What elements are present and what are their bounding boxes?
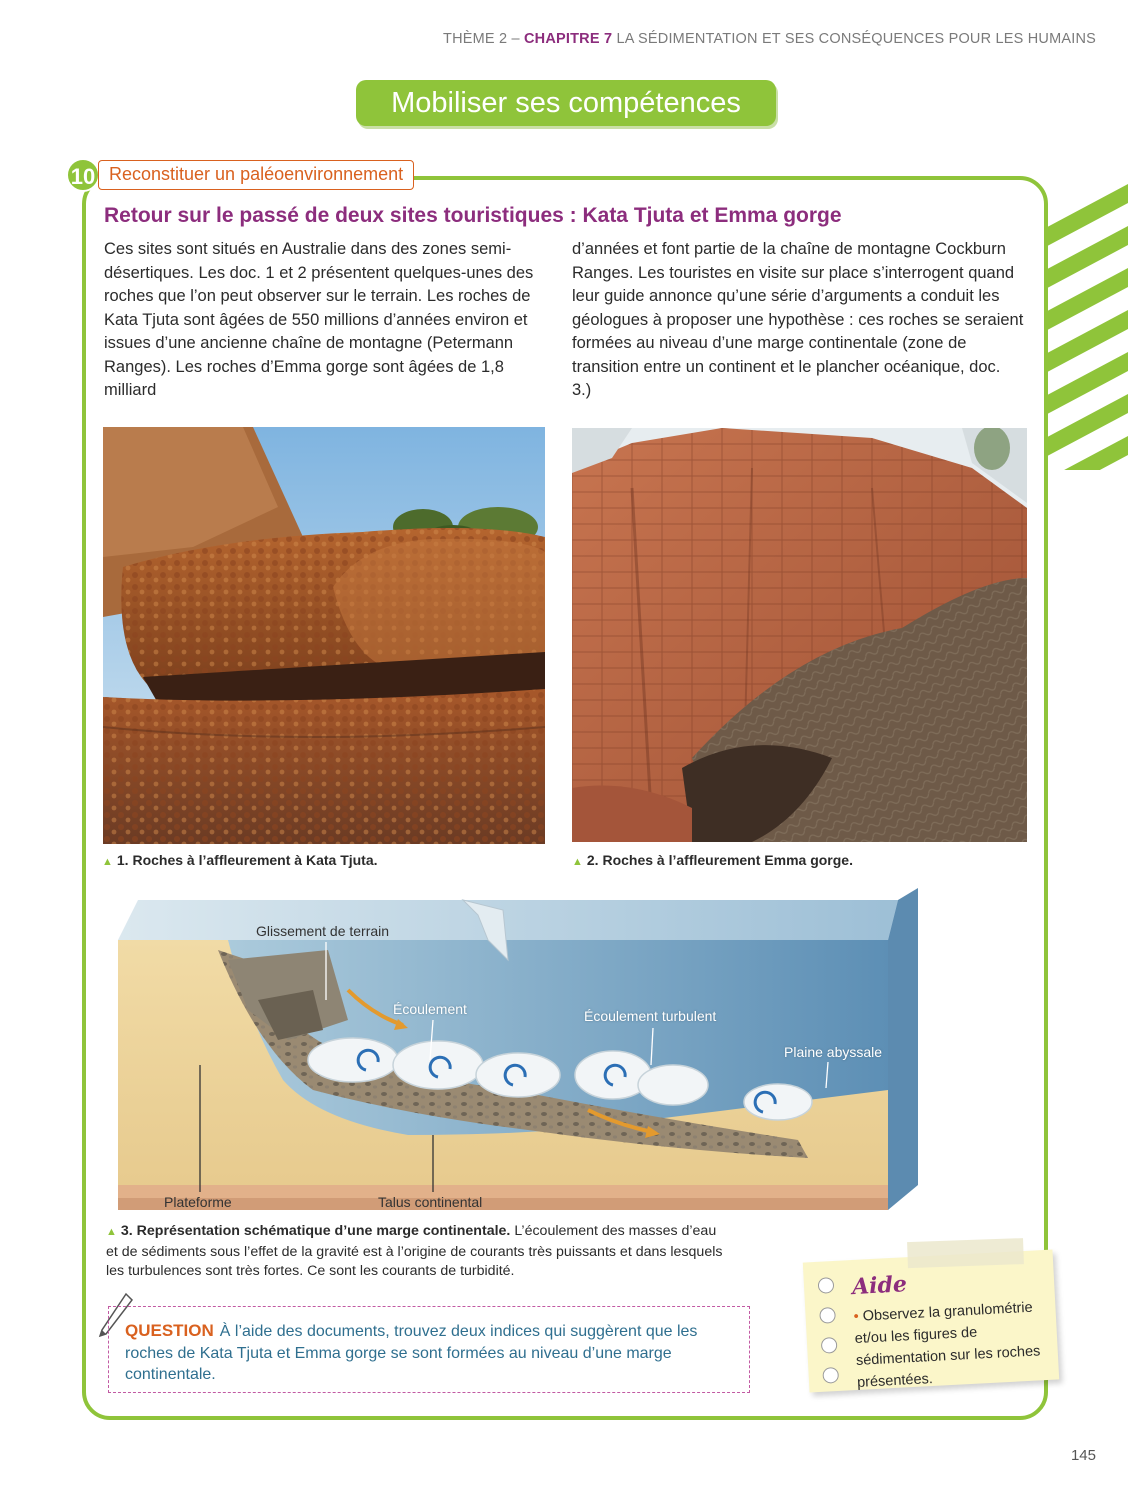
- running-header: [443, 31, 1096, 47]
- question-text: À l’aide des documents, trouvez deux indices qui suggèrent que les roches de Kata Tjuta et Emma gorge se sont formées au niveau d’une marge continentale.: [125, 1323, 698, 1383]
- ring-icon: [822, 1367, 839, 1384]
- arrow-triangle-icon: ▲: [572, 856, 583, 868]
- question-label: QUESTION: [125, 1321, 214, 1340]
- ring-icon: [818, 1277, 835, 1294]
- aide-title: Aide: [851, 1271, 908, 1301]
- doc1-caption-text: 1. Roches à l’affleurement à Kata Tjuta.: [116, 852, 378, 868]
- arrow-triangle-icon: ▲: [106, 1226, 117, 1238]
- intro-text-right: d’années et font partie de la chaîne de montagne Cockburn Ranges. Les touristes en visite sur place s’interrogent quand leur guide annonce qu’une série d’arguments a conduit les géologues à proposer une hypothèse : ces roches se seraient formées au niveau d’une marge continentale (zone de transition entre un continent et le plancher océanique, doc. 3.): [572, 240, 1024, 399]
- section-banner: Mobiliser ses compétences: [356, 80, 776, 126]
- question-box: [108, 1306, 750, 1393]
- page-number: 145: [1070, 1447, 1096, 1464]
- doc3-caption-text: L’écoulement des masses d’eau et de sédiments sous l’effet de la gravité est à l’origine de courants très puissants et dans lesquels les turbulences sont très fortes. Ce sont les courants de turbidité.: [106, 1223, 723, 1279]
- photo-emma-gorge: [572, 428, 1027, 842]
- aide-text: Observez la granulométrie et/ou les figures de sédimentation sur les roches présentées.: [854, 1299, 1041, 1391]
- header-chapter-title: LA SÉDIMENTATION ET SES CONSÉQUENCES POUR LES HUMAINS: [616, 31, 1096, 47]
- tape-strip: [907, 1238, 1024, 1268]
- exercise-title: Retour sur le passé de deux sites touristiques : Kata Tjuta et Emma gorge: [104, 204, 842, 227]
- header-chapter: CHAPITRE 7: [524, 31, 613, 47]
- label-platform: Plateforme: [164, 1194, 232, 1210]
- doc3-caption: [106, 1222, 726, 1282]
- doc2-caption: [572, 852, 853, 868]
- aide-note: [803, 1250, 1059, 1393]
- ring-icon: [819, 1307, 836, 1324]
- decorative-stripes: [1048, 180, 1128, 470]
- photo-kata-tjuta: [103, 427, 545, 844]
- doc2-caption-text: 2. Roches à l’affleurement Emma gorge.: [586, 852, 853, 868]
- aide-text-block: [853, 1296, 1052, 1394]
- continental-margin-diagram: [108, 880, 928, 1220]
- exercise-number: 10: [66, 158, 100, 192]
- arrow-triangle-icon: ▲: [102, 856, 113, 868]
- doc3-caption-title: 3. Représentation schématique d’une marge continentale.: [120, 1223, 511, 1239]
- label-abyssal-plain: Plaine abyssale: [784, 1044, 883, 1060]
- exercise-skill: Reconstituer un paléoenvironnement: [98, 160, 414, 190]
- bullet-icon: •: [853, 1308, 860, 1326]
- label-landslide: Glissement de terrain: [256, 923, 390, 939]
- ring-icon: [821, 1337, 838, 1354]
- header-theme: THÈME 2 –: [443, 31, 520, 47]
- label-flow: Écoulement: [393, 1001, 467, 1017]
- intro-text-left: Ces sites sont situés en Australie dans des zones semi-désertiques. Les doc. 1 et 2 présentent quelques-unes des roches que l’on peut observer sur le terrain. Les roches de Kata Tjuta sont âgées de 550 millions d’années environ et issues d’une ancienne chaîne de montagne (Petermann Ranges). Les roches d’Emma gorge sont âgées de 1,8 milliard: [104, 240, 534, 399]
- label-slope: Talus continental: [378, 1194, 483, 1210]
- doc1-caption: [102, 852, 378, 868]
- label-turbulent-flow: Écoulement turbulent: [584, 1008, 717, 1024]
